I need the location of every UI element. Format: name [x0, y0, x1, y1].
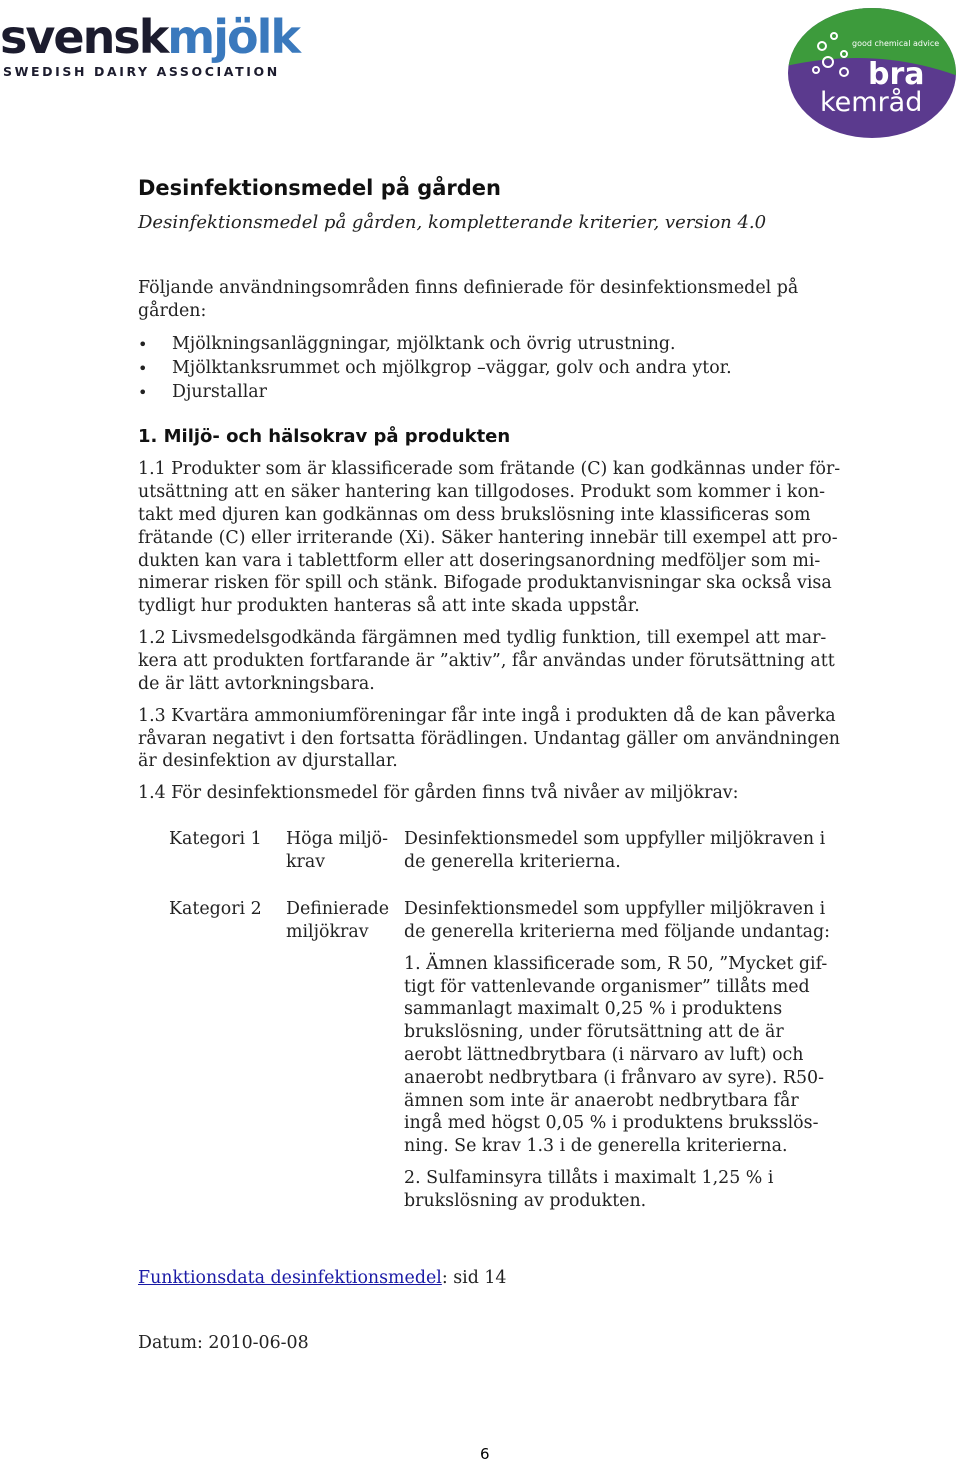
paragraph-1-1-line: nimerar risken för spill och stänk. Bifogade produktanvisningar ska också visa — [138, 573, 832, 593]
bra-kemrad-logo — [786, 6, 958, 140]
paragraph-1-3-line: är desinfektion av djurstallar. — [138, 751, 398, 771]
exception-2-line: 2. Sulfaminsyra tillåts i maximalt 1,25 % i — [404, 1168, 774, 1188]
logo-word-kemrad: kemråd — [820, 87, 923, 118]
paragraph-1-1-line: frätande (C) eller irriterande (Xi). Säker hantering innebär till exempel att pro- — [138, 528, 838, 548]
logo-tagline: good chemical advice — [852, 39, 940, 48]
section-heading: 1. Miljö- och hälsokrav på produkten — [138, 426, 511, 447]
bullet-item-1: Mjölkningsanläggningar, mjölktank och övrig utrustning. — [172, 334, 676, 354]
page-reference: : sid 14 — [441, 1268, 507, 1288]
category-1-desc: Desinfektionsmedel som uppfyller miljökraven i — [404, 829, 826, 849]
paragraph-1-2-line: 1.2 Livsmedelsgodkända färgämnen med tydlig funktion, till exempel att mar- — [138, 628, 827, 648]
document-subtitle: Desinfektionsmedel på gården, kompletterande kriterier, version 4.0 — [138, 212, 767, 233]
svensk-mjolk-logo — [0, 10, 299, 80]
exception-1-line: anaerobt nedbrytbara (i frånvaro av syre). R50- — [404, 1068, 824, 1088]
functiondata-link[interactable]: Funktionsdata desinfektionsmedel — [138, 1268, 442, 1288]
paragraph-1-1-line: takt med djuren kan godkännas om dess brukslösning inte klassificeras som — [138, 505, 811, 525]
paragraph-1-2-line: kera att produkten fortfarande är ”aktiv”, får användas under förutsättning att — [138, 651, 835, 671]
category-2-desc: Desinfektionsmedel som uppfyller miljökraven i — [404, 899, 826, 919]
intro-line-1: Följande användningsområden finns definierade för desinfektionsmedel på — [138, 278, 799, 298]
category-2-level: miljökrav — [286, 922, 369, 942]
category-1-name: Kategori 1 — [169, 829, 262, 849]
paragraph-1-1-line: dukten kan vara i tablettform eller att doseringsanordning medföljer som mi- — [138, 551, 821, 571]
paragraph-1-1-line: utsättning att en säker hantering kan tillgodoses. Produkt som kommer i kon- — [138, 482, 826, 502]
bullet-dot: • — [138, 359, 148, 378]
paragraph-1-4: 1.4 För desinfektionsmedel för gården finns två nivåer av miljökrav: — [138, 783, 739, 803]
logo-wordmark: svenskmjölk — [0, 10, 299, 64]
exception-1-line: brukslösning, under förutsättning att de är — [404, 1022, 784, 1042]
paragraph-1-1-line: 1.1 Produkter som är klassificerade som frätande (C) kan godkännas under för- — [138, 459, 841, 479]
category-1-level: Höga miljö- — [286, 829, 389, 849]
paragraph-1-1-line: tydligt hur produkten hanteras så att inte skada uppstår. — [138, 596, 640, 616]
exception-2-line: brukslösning av produkten. — [404, 1191, 647, 1211]
bullet-dot: • — [138, 383, 148, 402]
exception-1-line: sammanlagt maximalt 0,25 % i produktens — [404, 999, 783, 1019]
category-2-level: Definierade — [286, 899, 389, 919]
logo-word-bra: bra — [868, 57, 925, 92]
paragraph-1-2-line: de är lätt avtorkningsbara. — [138, 674, 375, 694]
category-1-desc: de generella kriterierna. — [404, 852, 621, 872]
logo-tagline: SWEDISH DAIRY ASSOCIATION — [3, 64, 280, 79]
bullet-item-2: Mjölktanksrummet och mjölkgrop –väggar, golv och andra ytor. — [172, 358, 732, 378]
functiondata-reference — [138, 1267, 507, 1290]
exception-1-line: tigt för vattenlevande organismer” tillåts med — [404, 977, 810, 997]
intro-line-2: gården: — [138, 301, 207, 321]
category-2-name: Kategori 2 — [169, 899, 262, 919]
document-title: Desinfektionsmedel på gården — [138, 176, 501, 200]
bullet-dot: • — [138, 335, 148, 354]
category-1-level: krav — [286, 852, 326, 872]
page-number: 6 — [480, 1445, 490, 1463]
exception-1-line: 1. Ämnen klassificerade som, R 50, ”Mycket gif- — [404, 954, 828, 974]
exception-1-line: ingå med högst 0,05 % i produktens bruksslös- — [404, 1113, 819, 1133]
exception-1-line: ning. Se krav 1.3 i de generella kriterierna. — [404, 1136, 788, 1156]
bullet-item-3: Djurstallar — [172, 382, 267, 402]
paragraph-1-3-line: råvaran negativt i den fortsatta förädlingen. Undantag gäller om användningen — [138, 729, 841, 749]
exception-1-line: ämnen som inte är anaerobt nedbrytbara får — [404, 1091, 799, 1111]
document-date: Datum: 2010-06-08 — [138, 1333, 309, 1353]
paragraph-1-3-line: 1.3 Kvartära ammoniumföreningar får inte ingå i produkten då de kan påverka — [138, 706, 836, 726]
exception-1-line: aerobt lättnedbrytbara (i närvaro av luft) och — [404, 1045, 804, 1065]
category-2-desc: de generella kriterierna med följande undantag: — [404, 922, 831, 942]
